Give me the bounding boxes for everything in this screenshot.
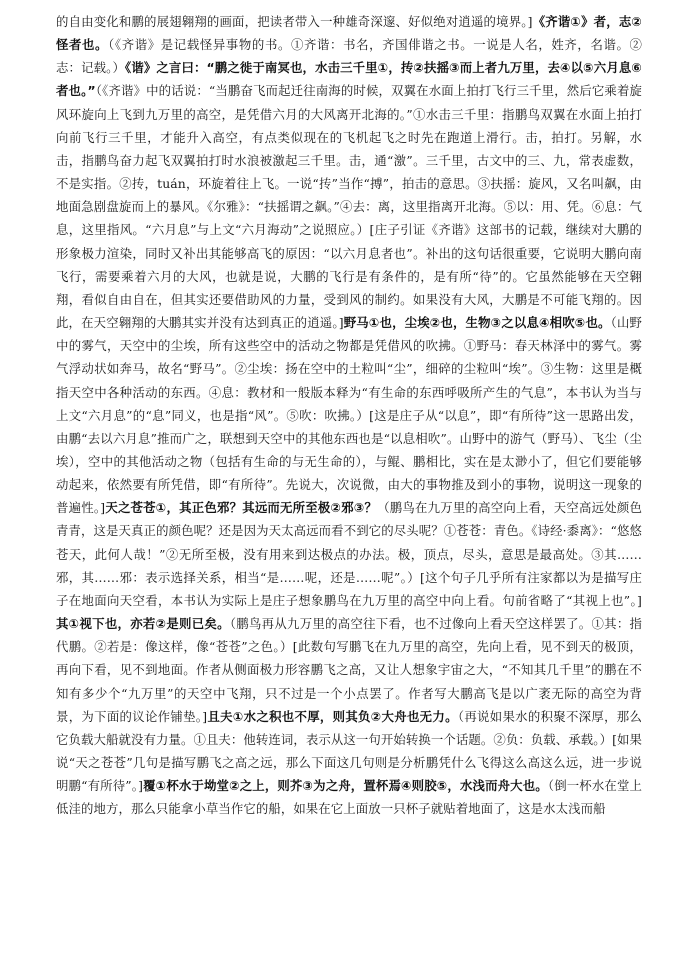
classical-text-segment: 其①视下也，亦若②是则已矣。: [56, 616, 230, 632]
classical-text-segment: 《谐》之言曰：“鹏之徙于南冥也，水击三千里①，抟②扶摇③而上者九万里，去④以⑤六月息⑥者也。”: [56, 60, 642, 99]
classical-text-segment: 且夫①水之积也不厚，则其负②大舟也无力。: [207, 708, 458, 724]
classical-text-segment: 《齐谐①》者，志②怪者也。: [56, 14, 642, 53]
annotation-segment: （鹏鸟在九万里的高空向上看，天空高远处颜色青青，这是天真正的颜色呢？还是因为天太高远而看不到它的尽头呢？①苍苍：青色。《诗经·黍离》：“悠悠苍天，此何人哉！”②无所至极，没有用来到达极点的办法。极，顶点，尽头，意思是最高处。③其……邪，其……邪：表示选择关系，相当“是……呢，还是……呢”。）[这个句子几乎所有注家都以为是描写庄子在地面向天空看，本书认为实际上是庄子想象鹏鸟在九万里的高空中向上看。句前省略了“其视上也”。]: [56, 500, 642, 608]
text-segment: 的自由变化和鹏的展翅翱翔的画面，把读者带入一种雄奇深邃、好似绝对逍遥的境界。]: [56, 14, 533, 29]
classical-text-segment: 野马①也，尘埃②也，生物③之以息④相吹⑤也。: [343, 315, 611, 331]
body-paragraph: [56, 10, 642, 820]
annotation-segment: （鹏鸟再从九万里的高空往下看，也不过像向上看天空这样罢了。①其：指代鹏。②若是：像这样，像“苍苍”之色。）[此数句写鹏飞在九万里的高空，先向上看，见不到天的极顶，再向下看，见不到地面。作者从侧面极力形容鹏飞之高，又让人想象宇宙之大，“不知其几千里”的鹏在不知有多少个“九万里”的天空中飞翔，只不过是一个小点罢了。作者写大鹏高飞是以广袤无际的高空为背景，为下面的议论作铺垫。]: [56, 616, 642, 724]
annotation-segment: （山野中的雾气，天空中的尘埃，所有这些空中的活动之物都是凭借风的吹拂。①野马：春天林泽中的雾气。雾气浮动状如奔马，故名“野马”。②尘埃：扬在空中的土粒叫“尘”，细碎的尘粒叫“埃”。③生物：这里是概指天空中各种活动的东西。④息：教材和一般版本释为“有生命的东西呼吸所产生的气息”，本书认为当与上文“六月息”的“息”同义，也是指“风”。⑤吹：吹拂。）[这是庄子从“以息”，即“有所待”这一思路出发，由鹏“去以六月息”推而广之，联想到天空中的其他东西也是“以息相吹”。山野中的游气（野马）、飞尘（尘埃），空中的其他活动之物（包括有生命的与无生命的），与鲲、鹏相比，实在是太渺小了，但它们要能够动起来，依然要有所凭借，即“有所待”。先说大，次说微，由大的事物推及到小的事物，说明这一现象的普遍性。]: [56, 315, 642, 516]
annotation-segment: （倒一杯水在堂上低洼的地方，那么只能拿小草当作它的船，如果在它上面放一只杯子就贴着地面了，这是水太浅而船: [56, 778, 642, 817]
classical-text-segment: 天之苍苍①，其正色邪？其远而无所至极②邪③？: [105, 500, 378, 516]
annotation-segment: （再说如果水的积聚不深厚，那么它负载大船就没有力量。①且夫：他转连词，表示从这一句开始转换一个话题。②负：负载、承载。）[如果说“天之苍苍”几句是描写鹏飞之高之远，那么下面这几句则是分析鹏凭什么飞得这么高这么远，进一步说明鹏“有所待”。]: [56, 708, 643, 794]
annotation-segment: （《齐谐》中的话说：“当鹏奋飞而起迁往南海的时候，双翼在水面上拍打飞行三千里，然后它乘着旋风环旋向上飞到九万里的高空，是凭借六月的大风离开北海的。”①水击三千里：指鹏鸟双翼在水面上拍打向前飞行三千里，才能升入高空，有点类似现在的飞机起飞之时先在跑道上滑行。击，拍打。另解，水击，指鹏鸟奋力起飞双翼拍打时水浪被激起三千里。击，通“激”。三千里，古文中的三、九，常表虚数，不是实指。②抟，tuán，环旋着往上飞。一说“抟”当作“搏”，拍击的意思。③扶摇：旋风，又名叫飙，由地面急剧盘旋而上的暴风。《尔雅》：“扶摇谓之飙。”④去：离，这里指离开北海。⑤以：用、凭。⑥息：气息，这里指风。“六月息”与上文“六月海动”之说照应。）[庄子引证《齐谐》这部书的记载，继续对大鹏的形象极力渲染，同时又补出其能够高飞的原因：“以六月息者也”。补出的这句话很重要，它说明大鹏向南飞行，需要乘着六月的大风，也就是说，大鹏的飞行是有条件的，是有所“待”的。它虽然能够在天空翱翔，看似自由自在，但其实还要借助风的力量，受到风的制约。如果没有大风，大鹏是不可能飞翔的。因此，在天空翱翔的大鹏其实并没有达到真正的逍遥。]: [56, 83, 643, 331]
annotation-segment: （《齐谐》是记载怪异事物的书。①齐谐：书名，齐国俳谐之书。一说是人名，姓齐，名谐。②志：记载。）: [56, 37, 642, 76]
classical-text-segment: 覆①杯水于坳堂②之上，则芥③为之舟，置杯焉④则胶⑤，水浅而舟大也。: [143, 778, 548, 794]
